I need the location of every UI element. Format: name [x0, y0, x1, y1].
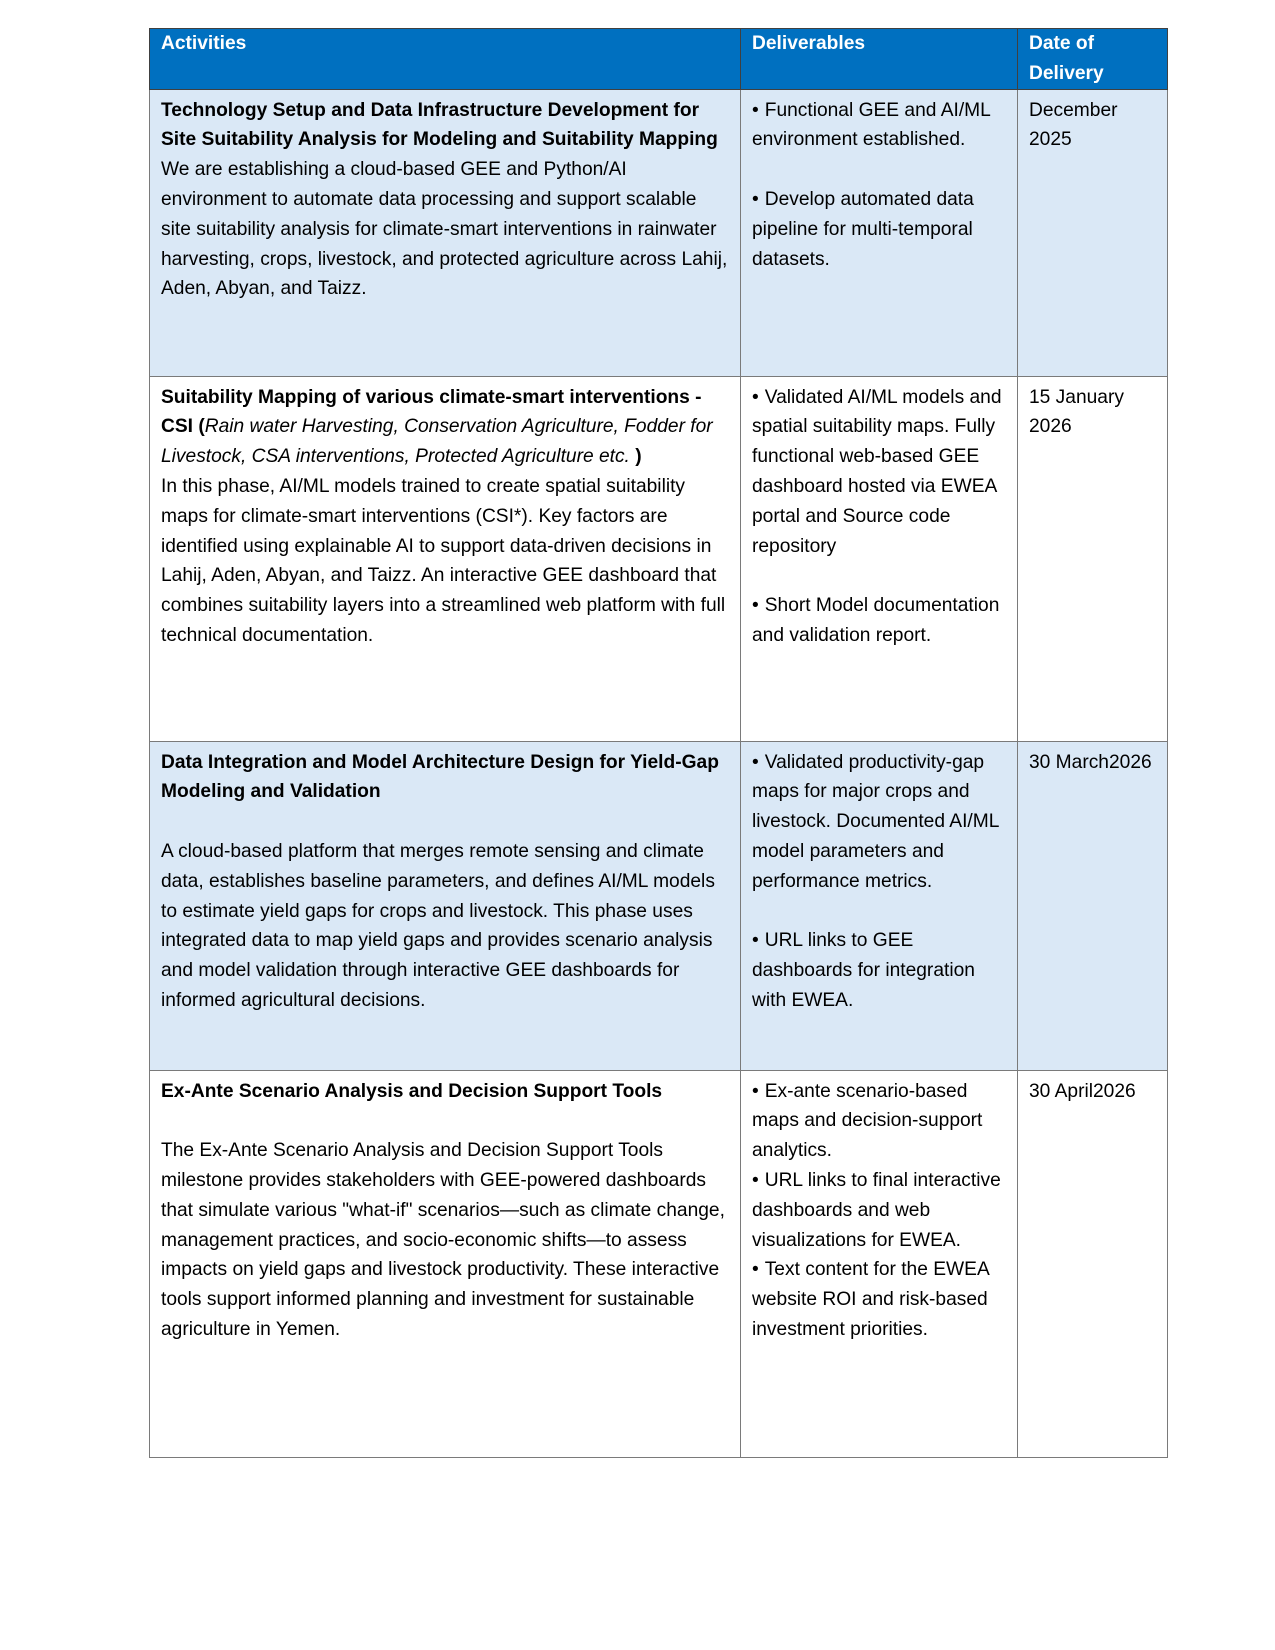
bullet-icon: •	[752, 386, 759, 408]
deliverable-text: Validated productivity-gap maps for major crops and livestock. Documented AI/ML model parameters and performance metrics.	[752, 751, 999, 892]
deliverable-item	[752, 185, 1007, 274]
deliverable-item	[752, 591, 1007, 651]
activity-title: Ex-Ante Scenario Analysis and Decision Support Tools	[161, 1080, 663, 1102]
activity-title: Data Integration and Model Architecture Design for Yield-Gap Modeling and Validation	[161, 751, 719, 803]
table-row	[150, 376, 1168, 741]
table-row	[150, 89, 1168, 376]
deliverables-cell	[741, 1070, 1018, 1457]
date-cell: 30 April2026	[1018, 1070, 1168, 1457]
date-cell: December 2025	[1018, 89, 1168, 376]
deliverable-text: Validated AI/ML models and spatial suitability maps. Fully functional web-based GEE dashboard hosted via EWEA portal and Source code repository	[752, 386, 1002, 557]
deliverable-text: Text content for the EWEA website ROI and risk-based investment priorities.	[752, 1259, 989, 1340]
activity-cell	[150, 89, 741, 376]
deliverables-cell	[741, 376, 1018, 741]
activity-title: Technology Setup and Data Infrastructure Development for Site Suitability Analysis for Modeling and Suitability Mapping	[161, 99, 718, 151]
activity-title	[161, 383, 730, 472]
bullet-icon: •	[752, 188, 759, 210]
activity-description: The Ex-Ante Scenario Analysis and Decision Support Tools milestone provides stakeholders with GEE-powered dashboards that simulate various "what-if" scenarios—such as climate change, management practices, and socio-economic shifts—to assess impacts on yield gaps and livestock productivity. These interactive tools support informed planning and investment for sustainable agriculture in Yemen.	[161, 1140, 725, 1340]
bullet-icon: •	[752, 99, 759, 121]
activity-cell	[150, 1070, 741, 1457]
activity-cell	[150, 741, 741, 1070]
table-header-row	[150, 29, 1168, 90]
bullet-icon: •	[752, 1169, 759, 1191]
deliverable-item	[752, 1255, 1007, 1344]
spacer	[161, 807, 730, 837]
activity-cell	[150, 376, 741, 741]
bullet-icon: •	[752, 1259, 759, 1281]
bullet-icon: •	[752, 595, 759, 617]
date-cell: 15 January 2026	[1018, 376, 1168, 741]
deliverable-item	[752, 1166, 1007, 1255]
deliverable-text: URL links to final interactive dashboards and web visualizations for EWEA.	[752, 1169, 1001, 1251]
deliverables-cell	[741, 741, 1018, 1070]
table-row	[150, 741, 1168, 1070]
deliverable-text: Develop automated data pipeline for multi-temporal datasets.	[752, 188, 974, 270]
spacer	[752, 155, 1007, 185]
spacer	[752, 897, 1007, 927]
table-row	[150, 1070, 1168, 1457]
deliverable-item	[752, 383, 1007, 562]
spacer	[161, 1106, 730, 1136]
activity-description: We are establishing a cloud-based GEE and Python/AI environment to automate data processing and support scalable site suitability analysis for climate-smart interventions in rainwater harvesting, crops, livestock, and protected agriculture across Lahij, Aden, Abyan, and Taizz.	[161, 159, 728, 300]
header-activities: Activities	[150, 29, 741, 90]
deliverable-item	[752, 1077, 1007, 1166]
deliverables-cell	[741, 89, 1018, 376]
bullet-icon: •	[752, 751, 759, 773]
header-date-of-delivery: Date of Delivery	[1018, 29, 1168, 90]
header-deliverables: Deliverables	[741, 29, 1018, 90]
deliverable-text: Functional GEE and AI/ML environment established.	[752, 99, 991, 151]
activity-title-examples: Rain water Harvesting, Conservation Agriculture, Fodder for Livestock, CSA interventions, Protected Agriculture etc.	[161, 416, 713, 468]
activity-description: A cloud-based platform that merges remote sensing and climate data, establishes baseline parameters, and defines AI/ML models to estimate yield gaps for crops and livestock. This phase uses integrated data to map yield gaps and provides scenario analysis and model validation through interactive GEE dashboards for informed agricultural decisions.	[161, 840, 715, 1011]
deliverable-item	[752, 748, 1007, 897]
bullet-icon: •	[752, 930, 759, 952]
deliverable-item	[752, 96, 1007, 156]
deliverable-text: URL links to GEE dashboards for integration with EWEA.	[752, 930, 975, 1011]
spacer	[752, 561, 1007, 591]
bullet-icon: •	[752, 1080, 759, 1102]
deliverable-item	[752, 926, 1007, 1015]
date-cell: 30 March2026	[1018, 741, 1168, 1070]
activities-deliverables-table	[149, 28, 1168, 1458]
activity-description: In this phase, AI/ML models trained to create spatial suitability maps for climate-smart interventions (CSI*). Key factors are identified using explainable AI to support data-driven decisions in Lahij, Aden, Abyan, and Taizz. An interactive GEE dashboard that combines suitability layers into a streamlined web platform with full technical documentation.	[161, 475, 726, 646]
activity-title-close: )	[629, 446, 642, 468]
activity-title-text: Suitability Mapping of various climate-smart interventions -CSI (	[161, 386, 702, 438]
deliverable-text: Short Model documentation and validation report.	[752, 595, 1000, 646]
deliverable-text: Ex-ante scenario-based maps and decision-support analytics.	[752, 1080, 983, 1162]
